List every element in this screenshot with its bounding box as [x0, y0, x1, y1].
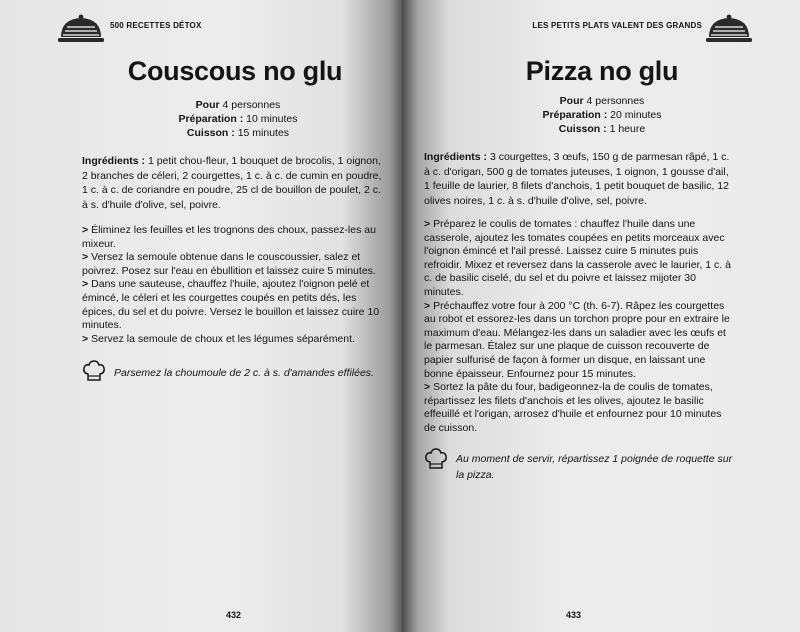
prep-line: [452, 108, 752, 122]
cook-label: Cuisson :: [186, 127, 235, 139]
step-item: [82, 333, 388, 347]
cloche-icon: [58, 13, 104, 45]
prep-value: 20 minutes: [610, 109, 662, 121]
step-item: [424, 381, 734, 435]
step-item: [82, 251, 388, 278]
chef-hat-icon: [82, 360, 106, 382]
step-item: [82, 278, 388, 332]
recipe-title: Pizza no glu: [525, 56, 679, 86]
cook-line: [78, 126, 398, 140]
ingredients-text: 3 courgettes, 3 œufs, 150 g de parmesan râpé, 1 c. à c. d'origan, 500 g de tomates juteuses, 1 oignon, 1 gousse d'ail, 1 feuille de laurier, 8 filets d'anchois, 1 petit bouquet de basilic, 12 olives noires, 1 c. à s. d'huile d'olive, sel, poivre.: [424, 151, 730, 207]
prep-line: [78, 112, 398, 126]
recipe-meta: [78, 98, 398, 140]
right-page: [402, 0, 800, 632]
steps-block: [424, 218, 734, 436]
step-text: Dans une sauteuse, chauffez l'huile, ajoutez l'oignon pelé et émincé, le céleri et les courgettes coupés en petits dés, les épices, du sel et du poivre. Versez le bouillon et laissez cuire 10 minutes.: [82, 278, 380, 332]
cook-label: Cuisson :: [558, 123, 607, 135]
cloche-icon: [706, 13, 752, 45]
servings-value: 4 personnes: [222, 99, 281, 111]
step-item: [82, 224, 388, 251]
cook-value: 15 minutes: [237, 127, 290, 139]
step-marker: >: [82, 332, 89, 345]
chef-tip: [424, 448, 734, 483]
step-text: Préparez le coulis de tomates : chauffez l'huile dans une casserole, ajoutez les tomates coupées en petits morceaux avec l'oignon émincé et l'ail pressé. Laissez cuire 5 minutes puis refroidir. Mixez et reversez dans la casserole avec le laurier, 1 c. à c. de basilic ciselé, du sel et du poivre et laissez mijoter 30 minutes.: [424, 218, 731, 298]
ingredients-block: [424, 150, 734, 208]
step-item: [424, 218, 734, 300]
tip-text: Parsemez la choumoule de 2 c. à s. d'amandes effilées.: [114, 367, 374, 379]
step-item: [424, 300, 734, 382]
cook-line: [452, 122, 752, 136]
step-text: Éliminez les feuilles et les trognons des choux, passez-les au mixeur.: [82, 224, 376, 250]
cook-value: 1 heure: [609, 123, 646, 135]
step-marker: >: [424, 218, 431, 230]
step-text: Versez la semoule obtenue dans le couscoussier, salez et poivrez. Posez sur l'eau en ébullition et laissez cuire 5 minutes.: [82, 251, 376, 277]
page-number: 432: [226, 610, 242, 620]
ingredients-label: Ingrédients :: [82, 155, 146, 167]
chef-hat-icon: [424, 448, 448, 470]
servings-line: [452, 94, 752, 108]
ingredients-label: Ingrédients :: [424, 151, 488, 163]
prep-label: Préparation :: [542, 109, 608, 121]
servings-value: 4 personnes: [586, 95, 645, 107]
prep-label: Préparation :: [178, 113, 244, 125]
step-marker: >: [82, 224, 89, 236]
prep-value: 10 minutes: [246, 113, 298, 125]
chef-tip: [82, 360, 392, 382]
step-marker: >: [424, 381, 431, 394]
servings-line: [78, 98, 398, 112]
page-number: 433: [566, 610, 582, 620]
recipe-title: Couscous no glu: [127, 56, 343, 86]
step-marker: >: [82, 278, 89, 291]
step-marker: >: [424, 299, 431, 312]
step-marker: >: [82, 251, 89, 264]
running-head: 500 RECETTES DÉTOX: [110, 21, 202, 30]
recipe-meta: [452, 94, 752, 136]
servings-label: Pour: [195, 99, 220, 111]
step-text: Préchauffez votre four à 200 °C (th. 6-7). Râpez les courgettes au robot et essorez-les dans un torchon propre pour en extraire le maximum d'eau. Mélangez-les dans un saladier avec les œufs et le parmesan. Étalez sur une plaque de cuisson recouverte de papier sulfurisé de façon à former un disque, en laissant une bonne épaisseur. Enfournez pour 15 minutes.: [424, 299, 730, 380]
steps-block: [82, 224, 388, 346]
running-head: LES PETITS PLATS VALENT DES GRANDS: [532, 21, 702, 30]
tip-text: Au moment de servir, répartissez 1 poignée de roquette sur la pizza.: [456, 453, 733, 481]
ingredients-block: [82, 154, 388, 212]
step-text: Sortez la pâte du four, badigeonnez-la de coulis de tomates, répartissez les filets d'anchois et les olives, ajoutez le basilic effeuillé et l'origan, arrosez d'huile et enfournez pour 10 minutes de cuisson.: [424, 381, 722, 434]
step-text: Servez la semoule de choux et les légumes séparément.: [91, 332, 355, 345]
ingredients-text: 1 petit chou-fleur, 1 bouquet de brocolis, 1 oignon, 2 branches de céleri, 2 courgettes, 1 c. à c. de cumin en poudre, 1 c. à c. de coriandre en poudre, 25 cl de bouillon de poulet, 2 c. à s. d'huile d'olive, sel, poivre.: [82, 155, 382, 211]
servings-label: Pour: [559, 95, 584, 107]
